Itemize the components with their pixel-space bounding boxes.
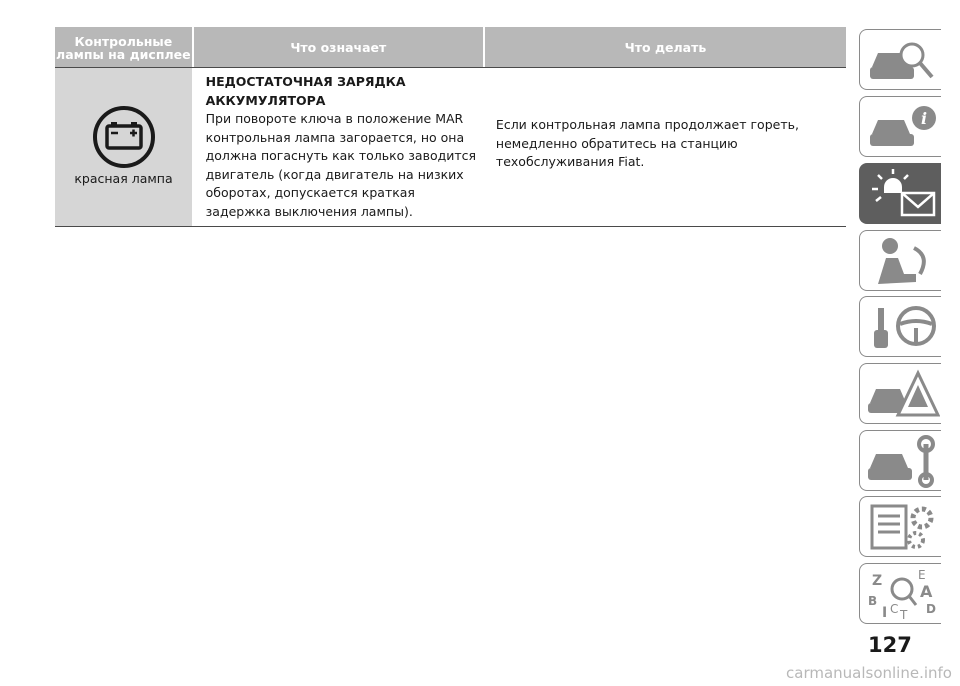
side-tab-index[interactable]	[859, 563, 941, 624]
side-tab-warning-lights[interactable]	[859, 163, 941, 224]
side-tab-emergency[interactable]	[859, 363, 941, 424]
specs-gear-icon	[864, 500, 940, 554]
svg-text:Z: Z	[872, 573, 883, 589]
side-tab-car-search[interactable]	[859, 29, 941, 90]
action-cell	[485, 68, 846, 226]
side-tab-car-info[interactable]	[859, 96, 941, 157]
icon-cell	[55, 68, 192, 226]
side-tab-maintenance[interactable]	[859, 430, 941, 491]
car-info-icon	[864, 100, 940, 154]
svg-text:D: D	[926, 602, 936, 616]
car-wrench-icon	[864, 434, 940, 488]
action-text: Если контрольная лампа продолжает гореть, немедленно обратитесь на станцию техобслуживания Fiat.	[495, 117, 799, 169]
key-steering-wheel-icon	[864, 300, 940, 354]
icon-caption: красная лампа	[74, 171, 173, 186]
side-tab-start-driving[interactable]	[859, 296, 941, 357]
header-action: Что делать	[485, 27, 846, 68]
header-meaning: Что означает	[194, 27, 483, 68]
table-row	[55, 68, 846, 226]
header-display-lamps: Контрольные лампы на дисплее	[55, 27, 192, 68]
warning-light-message-icon	[864, 167, 940, 221]
svg-text:I: I	[882, 605, 888, 621]
watermark: carmanualsonline.info	[786, 664, 952, 682]
side-tab-technical-data[interactable]	[859, 496, 941, 557]
table-header	[55, 27, 846, 68]
battery-icon	[92, 105, 156, 169]
alphabet-index-icon	[864, 567, 940, 621]
svg-text:C: C	[890, 602, 899, 616]
svg-text:i: i	[920, 109, 928, 128]
car-warning-triangle-icon	[864, 367, 940, 421]
svg-text:E: E	[918, 568, 926, 582]
table-divider-bottom	[55, 226, 846, 227]
car-search-icon	[864, 33, 940, 87]
meaning-cell	[194, 68, 483, 226]
svg-text:T: T	[900, 608, 908, 621]
svg-text:B: B	[868, 594, 878, 608]
page-number: 127	[868, 633, 912, 657]
svg-text:A: A	[920, 582, 933, 601]
seat-safety-icon	[864, 234, 940, 288]
meaning-text: При повороте ключа в положение MAR контрольная лампа загорается, но она должна погаснуть как только заводится двигатель (когда двигатель на низких оборотах, допускается краткая задержка выключения лампы).	[205, 111, 477, 219]
meaning-title: НЕДОСТАТОЧНАЯ ЗАРЯДКА АККУМУЛЯТОРА	[205, 74, 406, 108]
side-tab-safety[interactable]	[859, 230, 941, 291]
